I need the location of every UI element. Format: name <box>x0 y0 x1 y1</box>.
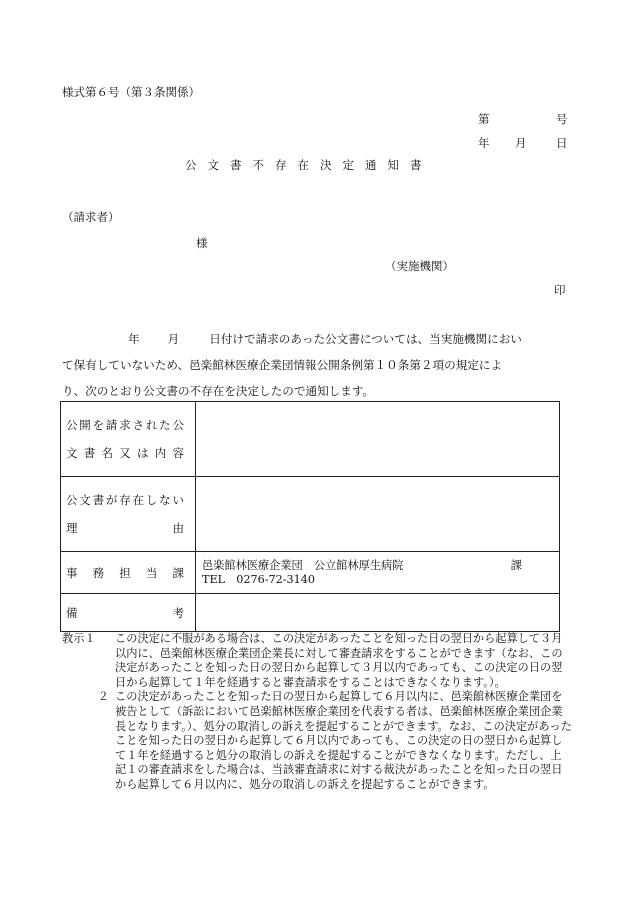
notice-table <box>60 401 560 632</box>
table-row <box>61 594 560 632</box>
department-tel: TEL 0276-72-3140 <box>202 572 315 586</box>
requester-label: （請求者） <box>62 210 120 224</box>
body-line1: 日付けで請求のあった公文書については、当実施機関におい <box>209 332 522 346</box>
page-title: 公文書不存在決定通知書 <box>185 158 433 172</box>
row-label-reason: 公文書が存在しない 理 由 <box>61 477 196 552</box>
table-row <box>61 552 560 594</box>
body-line2: て保有していないため、邑楽館林医療企業団情報公開条例第１０条第２項の規定によ <box>62 358 503 372</box>
row-value-department <box>196 552 560 594</box>
notice-body <box>62 326 572 404</box>
date-year: 年 <box>478 136 490 150</box>
date-month: 月 <box>515 136 527 150</box>
instruction-2-number: ２ <box>97 690 109 704</box>
instruction-lead: 教示１ <box>62 632 96 645</box>
seal-mark: 印 <box>554 283 566 297</box>
instruction-2-text: この決定があったことを知った日の翌日から起算して６月以内に、邑楽館林医療企業団を被告として（訴訟において邑楽館林医療企業団を代表する者は、邑楽館林医療企業団企業長となります。）、処分の取消しの訴えを提起することができます。なお、この決定があったことを知った日の翌日から起算して６月以内であっても、この決定の日の翌日から起算して１年を経過すると処分の取消しの訴えを提起することができなくなります。ただし、上記１の審査請求をした場合は、当該審査請求に対する裁決があったことを知った日の翌日から起算して６月以内に、処分の取消しの訴えを提起することができます。 <box>115 690 572 791</box>
row-label-document-name: 公開を請求された公 文書名又は内容 <box>61 402 196 477</box>
table-row <box>61 402 560 477</box>
instruction-1-text: この決定に不服がある場合は、この決定があったことを知った日の翌日から起算して３月以内に、邑楽館林医療企業団企業長に対して審査請求をすることができます（なお、この決定があったことを知った日の翌日から起算して３月以内であっても、この決定の日の翌日から起算して１年を経過すると審査請求をすることはできなくなります。）。 <box>115 632 563 689</box>
department-ka: 課 <box>510 558 522 572</box>
row-value-reason <box>196 477 560 552</box>
row-value-remarks <box>196 594 560 632</box>
department-org: 邑楽館林医療企業団 公立館林厚生病院 <box>202 558 404 572</box>
requester-honorific: 様 <box>196 236 208 250</box>
body-line3: り、次のとおり公文書の不存在を決定したので通知します。 <box>62 384 375 398</box>
form-number: 様式第６号（第３条関係） <box>62 85 200 99</box>
doc-number-dai: 第 <box>478 112 490 126</box>
date-day: 日 <box>556 136 568 150</box>
doc-number-go: 号 <box>556 112 568 126</box>
row-value-document-name <box>196 402 560 477</box>
instruction-2 <box>62 690 572 792</box>
instructions-section <box>62 632 572 793</box>
table-row <box>61 477 560 552</box>
row-label-remarks: 備 考 <box>61 594 196 632</box>
instruction-1 <box>62 632 572 690</box>
body-month: 月 <box>167 332 180 346</box>
row-label-department: 事務担当課 <box>61 552 196 594</box>
body-year: 年 <box>128 332 140 346</box>
agency-label: （実施機関） <box>385 259 454 273</box>
